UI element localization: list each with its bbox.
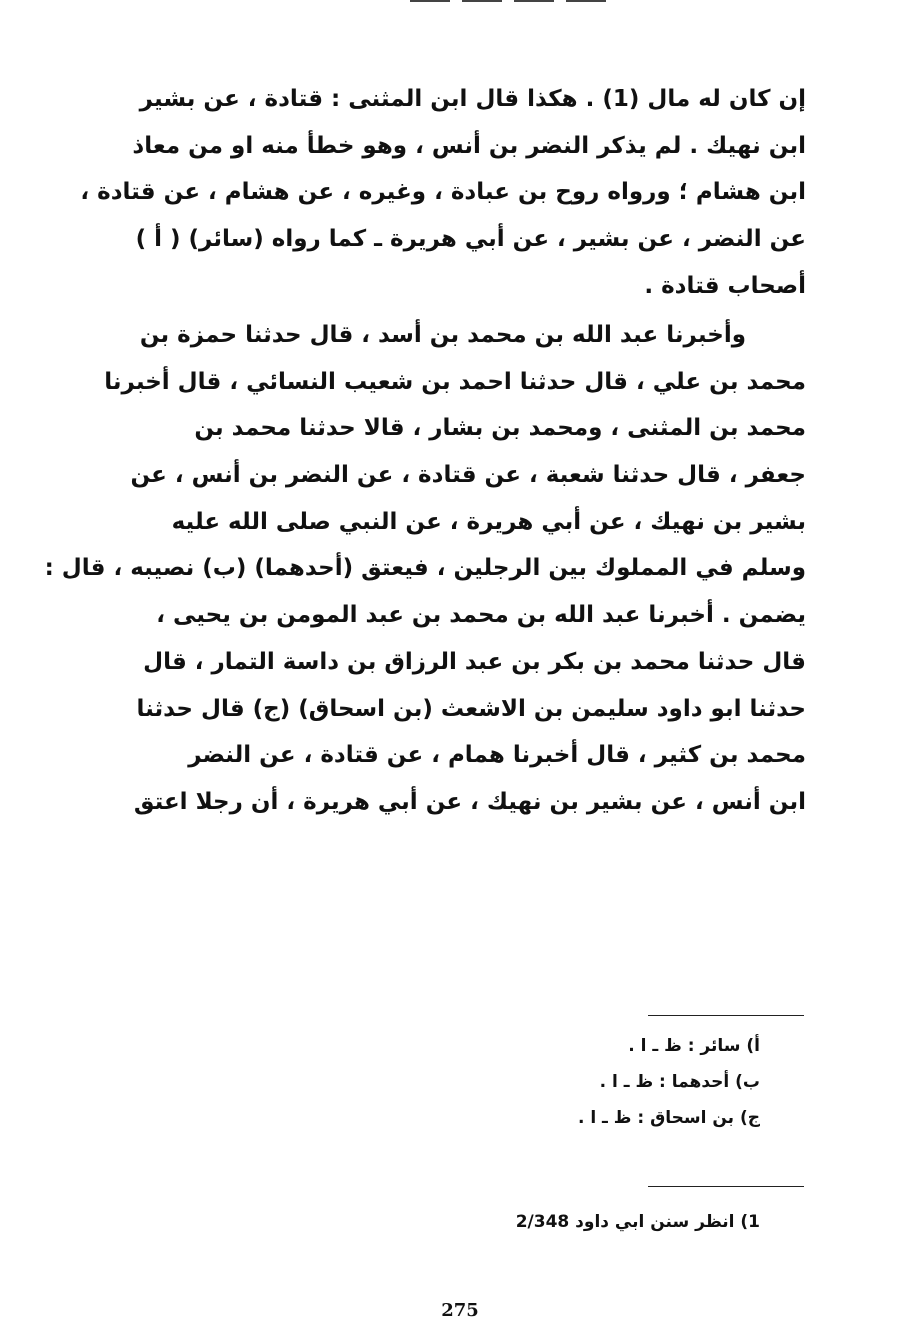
footnote-line: أ) سائر : ظ ـ ا . — [628, 1036, 760, 1056]
text-line: وسلم في المملوك بين الرجلين ، فيعتق (أحدهما) (ب) نصيبه ، قال : — [44, 555, 806, 582]
text-line: محمد بن علي ، قال حدثنا احمد بن شعيب النسائي ، قال أخبرنا — [104, 368, 806, 395]
footnote-line: ج) بن اسحاق : ظ ـ ا . — [577, 1108, 760, 1128]
text-line: محمد بن كثير ، قال أخبرنا همام ، عن قتادة ، عن النضر — [188, 742, 806, 769]
text-line: جعفر ، قال حدثنا شعبة ، عن قتادة ، عن النضر بن أنس ، عن — [130, 462, 806, 489]
text-line: وأخبرنا عبد الله بن محمد بن أسد ، قال حدثنا حمزة بن — [139, 322, 746, 348]
text-line: بشير بن نهيك ، عن أبي هريرة ، عن النبي صلى الله عليه — [171, 508, 806, 535]
paragraph-1 — [80, 76, 806, 309]
text-line: محمد بن المثنى ، ومحمد بن بشار ، قالا حدثنا محمد بن — [194, 415, 806, 442]
page-number: 275 — [441, 1300, 479, 1321]
footnote-line: ب) أحدهما : ظ ـ ا . — [599, 1072, 760, 1092]
reference-notes — [516, 1204, 760, 1240]
paragraph-2 — [44, 312, 806, 826]
text-line: ابن هشام ؛ ورواه روح بن عبادة ، وغيره ، عن هشام ، عن قتادة ، — [80, 179, 806, 206]
text-line: ابن أنس ، عن بشير بن نهيك ، عن أبي هريرة ، أن رجلا اعتق — [133, 788, 806, 815]
top-header-rule — [410, 0, 610, 2]
footnote-line: 1) انظر سنن ابي داود 2/348 — [515, 1212, 760, 1232]
text-line: قال حدثنا محمد بن بكر بن عبد الرزاق بن داسة التمار ، قال — [143, 648, 806, 675]
footnote-divider — [648, 1186, 804, 1187]
text-line: ابن نهيك . لم يذكر النضر بن أنس ، وهو خطأ منه او من معاذ — [132, 132, 806, 159]
text-line: حدثنا ابو داود سليمن بن الاشعث (بن اسحاق) (ج) قال حدثنا — [136, 695, 806, 722]
text-line: يضمن . أخبرنا عبد الله بن محمد بن عبد المومن بن يحيى ، — [156, 602, 806, 629]
alternate-reading-notes — [578, 1028, 760, 1136]
text-line: عن النضر ، عن بشير ، عن أبي هريرة ـ كما رواه (سائر) ( أ ) — [135, 226, 806, 253]
footnote-divider — [648, 1015, 804, 1016]
text-line: إن كان له مال (1) . هكذا قال ابن المثنى : قتادة ، عن بشير — [139, 86, 806, 112]
text-line: أصحاب قتادة . — [644, 272, 806, 299]
